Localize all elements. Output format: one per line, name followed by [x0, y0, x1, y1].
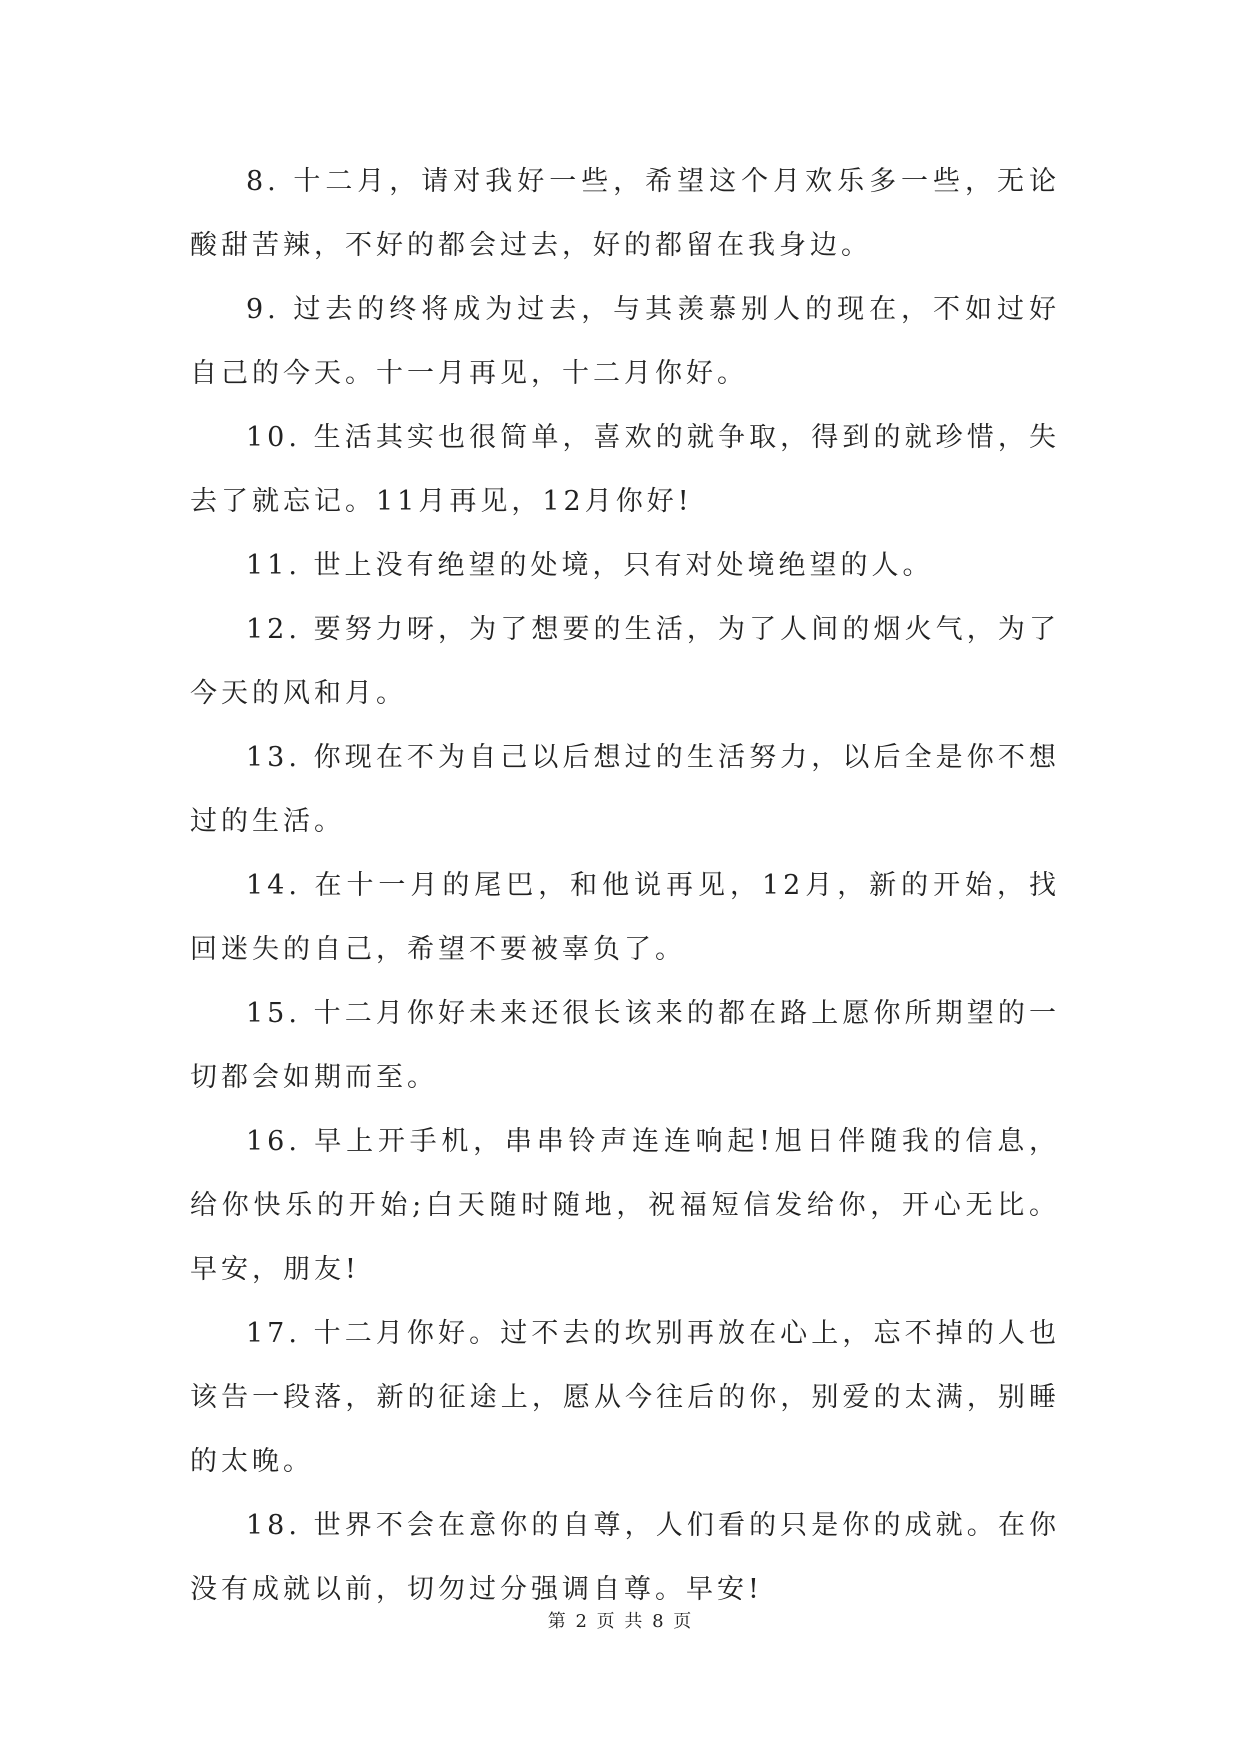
paragraph-14: 14. 在十一月的尾巴，和他说再见，12月，新的开始，找回迷失的自己，希望不要被辜负了。: [190, 870, 1060, 965]
paragraph-12: 12. 要努力呀，为了想要的生活，为了人间的烟火气，为了今天的风和月。: [190, 614, 1060, 709]
paragraph-8: 8. 十二月，请对我好一些，希望这个月欢乐多一些，无论酸甜苦辣，不好的都会过去，好的都留在我身边。: [190, 166, 1060, 261]
paragraph-13: 13. 你现在不为自己以后想过的生活努力，以后全是你不想过的生活。: [190, 742, 1060, 837]
paragraph-18: 18. 世界不会在意你的自尊，人们看的只是你的成就。在你没有成就以前，切勿过分强调自尊。早安!: [190, 1510, 1060, 1605]
paragraph-9: 9. 过去的终将成为过去，与其羡慕别人的现在，不如过好自己的今天。十一月再见，十二月你好。: [190, 294, 1060, 389]
paragraph-10: 10. 生活其实也很简单，喜欢的就争取，得到的就珍惜，失去了就忘记。11月再见，12月你好!: [190, 422, 1060, 517]
page-footer: 第 2 页 共 8 页: [547, 1611, 694, 1632]
paragraph-15: 15. 十二月你好未来还很长该来的都在路上愿你所期望的一切都会如期而至。: [190, 998, 1060, 1093]
paragraph-16: 16. 早上开手机，串串铃声连连响起!旭日伴随我的信息，给你快乐的开始;白天随时随地，祝福短信发给你，开心无比。早安，朋友!: [190, 1126, 1060, 1285]
paragraph-17: 17. 十二月你好。过不去的坎别再放在心上，忘不掉的人也该告一段落，新的征途上，愿从今往后的你，别爱的太满，别睡的太晚。: [190, 1318, 1060, 1477]
document-body: [190, 150, 1060, 1622]
paragraph-11: 11. 世上没有绝望的处境，只有对处境绝望的人。: [246, 550, 934, 581]
